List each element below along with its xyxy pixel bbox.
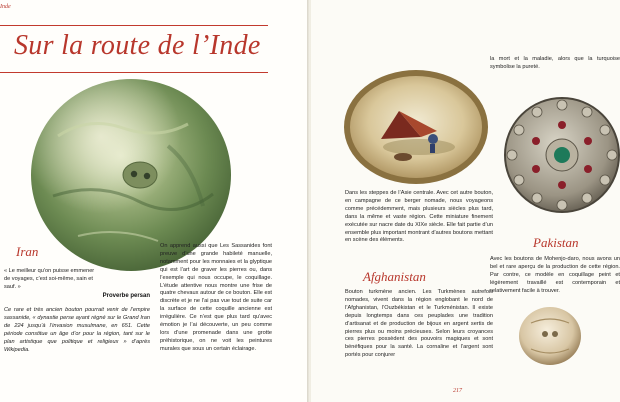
persian-proverb-quote: « Le meilleur qu’on puisse emmener de voyages, c’est soi-même, sain et sauf. » — [4, 268, 95, 290]
title-rule-top — [0, 25, 268, 26]
running-head: Inde — [0, 4, 11, 10]
body-text-steppes: Dans les steppes de l’Asie centrale. Avec cet autre bouton, en campagne de ce berger nomade, nous voyageons comme précédemment, mais plusieurs siècles plus tard, dans la même et vaste région. Cette miniature finement exécutée sur nacre date du XIXe siècle. Elle fait partie d’un ensemble plus important montrant d’autres boutons mettant en scène des éléments. — [345, 190, 493, 244]
right-page — [311, 0, 620, 402]
body-text-sassanides: On apprend aussi que Les Sassanides font preuve d’une grande habileté manuelle, notamment pour les monnaies et la glyptique qui est l’art de graver les pierres ou, dans l’exemple qui nous occupe, le coquillage. L’étude attentive nous montre une frise de quatre chevaux autour de ce bouton. Elle est discrète et je ne l’ai pas vue tout de suite car la surface de cette coquille ancienne est irrégulière. Ce n’est que plus tard qu’avec émotion je l’ai découverte, un peu comme lors d’une promenade dans une grotte préhistorique, on ne voit les peintures murales que sous un certain éclairage. — [160, 243, 272, 352]
page-title: Sur la route de l’Inde — [14, 30, 261, 61]
pakistan-shell-button-image — [517, 305, 583, 367]
turkmen-silver-button-image — [502, 95, 620, 215]
heading-afghanistan: Afghanistan — [363, 269, 426, 284]
heading-iran: Iran — [16, 244, 39, 259]
heading-pakistan: Pakistan — [533, 235, 579, 250]
quote-source: Proverbe persan — [102, 293, 150, 299]
title-rule-bottom — [0, 72, 268, 73]
body-text-afghanistan: Bouton turkmène ancien. Les Turkmènes autrefois nomades, vivent dans la région englobant le nord de l’Afghanistan, l’Ouzbékistan et le Turkménistan. Il existe depuis longtemps dans ces peuplades une tradition d’artisanat et de production de bijoux en argent sertis de pierres plus ou moins précieuses. Selon leurs croyances ces pierres possèdent des pouvoirs magiques et sont bénéfiques pour la santé. La cornaline et l’argent sont portés pour conjurer — [345, 289, 493, 359]
caption-turquoise: la mort et la maladie, alors que la turquoise symbolise la pureté. — [490, 56, 620, 70]
page-number: 217 — [453, 388, 462, 394]
body-text-iran: Ce rare et très ancien bouton pourrait venir de l’empire sassanide, « dynastie perse ayant régné sur le Grand Iran de 224 jusqu’à l’invasion musulmane, en 651. Cette période constitue un âge d’or pour la région, tant sur le plan artistique que politique et religieux » d’après Wikipedia. — [4, 307, 150, 353]
left-page — [0, 0, 309, 402]
nacre-miniature-button-image — [341, 67, 491, 187]
body-text-pakistan: Avec les boutons de Mohenjo-daro, nous avons un bel et rare aperçu de la production de cette région. Par contre, ce modèle en coquillage peint et légèrement travaillé est contemporain et relativement facile à trouver. — [490, 256, 620, 294]
